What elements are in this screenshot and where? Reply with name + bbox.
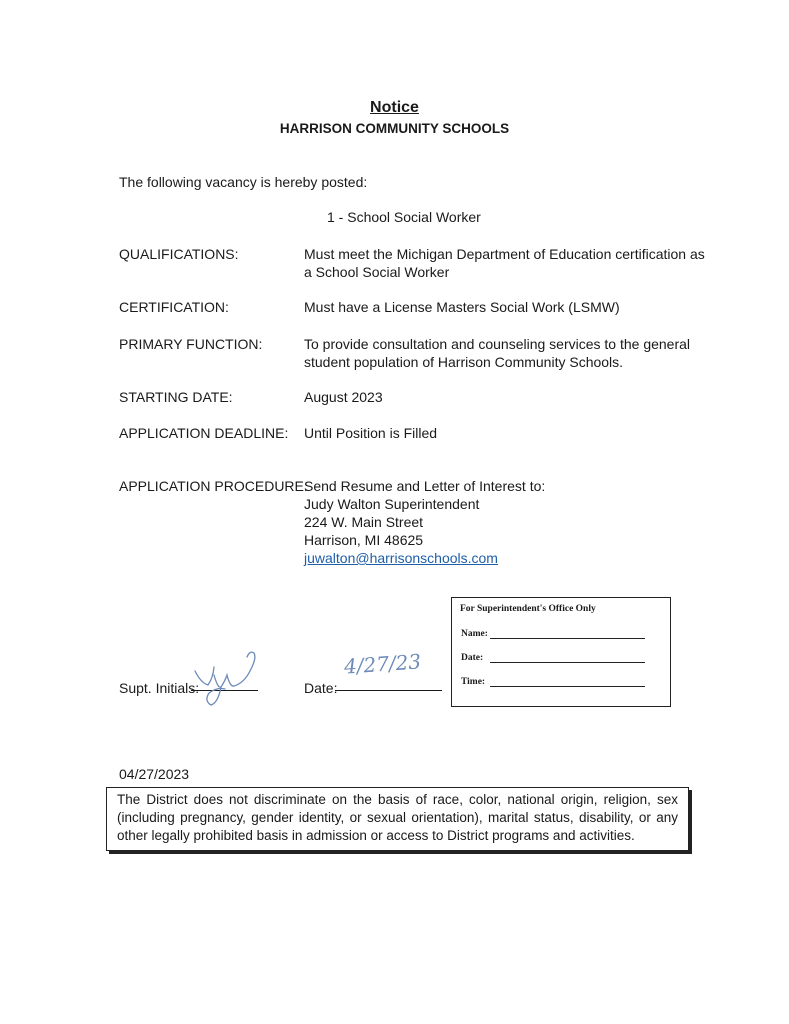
- posting-date: 04/27/2023: [119, 766, 190, 782]
- organization-name: HARRISON COMMUNITY SCHOOLS: [279, 121, 510, 136]
- office-name-line: [490, 638, 645, 639]
- email-link[interactable]: juwalton@harrisonschools.com: [304, 550, 498, 566]
- primary-function-line-1: To provide consultation and counseling services to the general: [304, 336, 691, 352]
- initials-signature: [187, 645, 267, 710]
- primary-function-value: [304, 335, 690, 371]
- certification-value: Must have a License Masters Social Work (LSMW): [304, 299, 620, 315]
- office-name-label: Name:: [461, 629, 488, 639]
- office-date-label: Date:: [461, 653, 484, 663]
- qualifications-line-2: a School Social Worker: [304, 264, 450, 280]
- qualifications-label: QUALIFICATIONS:: [119, 246, 239, 262]
- procedure-label: APPLICATION PROCEDURE:: [119, 478, 308, 494]
- qualifications-line-1: Must meet the Michigan Department of Education certification as: [304, 246, 705, 262]
- procedure-value: [304, 477, 545, 567]
- procedure-line-3: 224 W. Main Street: [304, 514, 424, 530]
- deadline-label: APPLICATION DEADLINE:: [119, 425, 289, 441]
- procedure-line-4: Harrison, MI 48625: [304, 532, 424, 548]
- certification-label: CERTIFICATION:: [119, 299, 229, 315]
- primary-function-line-2: student population of Harrison Community Schools.: [304, 354, 624, 370]
- deadline-value: Until Position is Filled: [304, 425, 438, 441]
- office-time-line: [490, 686, 645, 687]
- position-title: 1 - School Social Worker: [327, 209, 481, 225]
- office-date-line: [490, 662, 645, 663]
- office-time-label: Time:: [461, 677, 486, 687]
- procedure-line-2: Judy Walton Superintendent: [304, 496, 480, 512]
- handwritten-date: 4/27/23: [343, 649, 422, 679]
- date-label: Date:: [304, 680, 338, 696]
- starting-date-label: STARTING DATE:: [119, 389, 233, 405]
- primary-function-label: PRIMARY FUNCTION:: [119, 336, 263, 352]
- initials-label: Supt. Initials:: [119, 680, 200, 696]
- intro-text: The following vacancy is hereby posted:: [119, 174, 368, 190]
- procedure-line-1: Send Resume and Letter of Interest to:: [304, 478, 546, 494]
- date-line: [335, 690, 442, 691]
- notice-title: Notice: [370, 99, 419, 116]
- non-discrimination-notice: The District does not discriminate on the basis of race, color, national origin, religion, sex (including pregnancy, gender identity, or sexual orientation), marital status, disability, or any other legally prohibited basis in admission or access to District programs and activities.: [106, 787, 689, 851]
- qualifications-value: [304, 245, 705, 281]
- office-box-heading: For Superintendent's Office Only: [460, 604, 596, 614]
- starting-date-value: August 2023: [304, 389, 383, 405]
